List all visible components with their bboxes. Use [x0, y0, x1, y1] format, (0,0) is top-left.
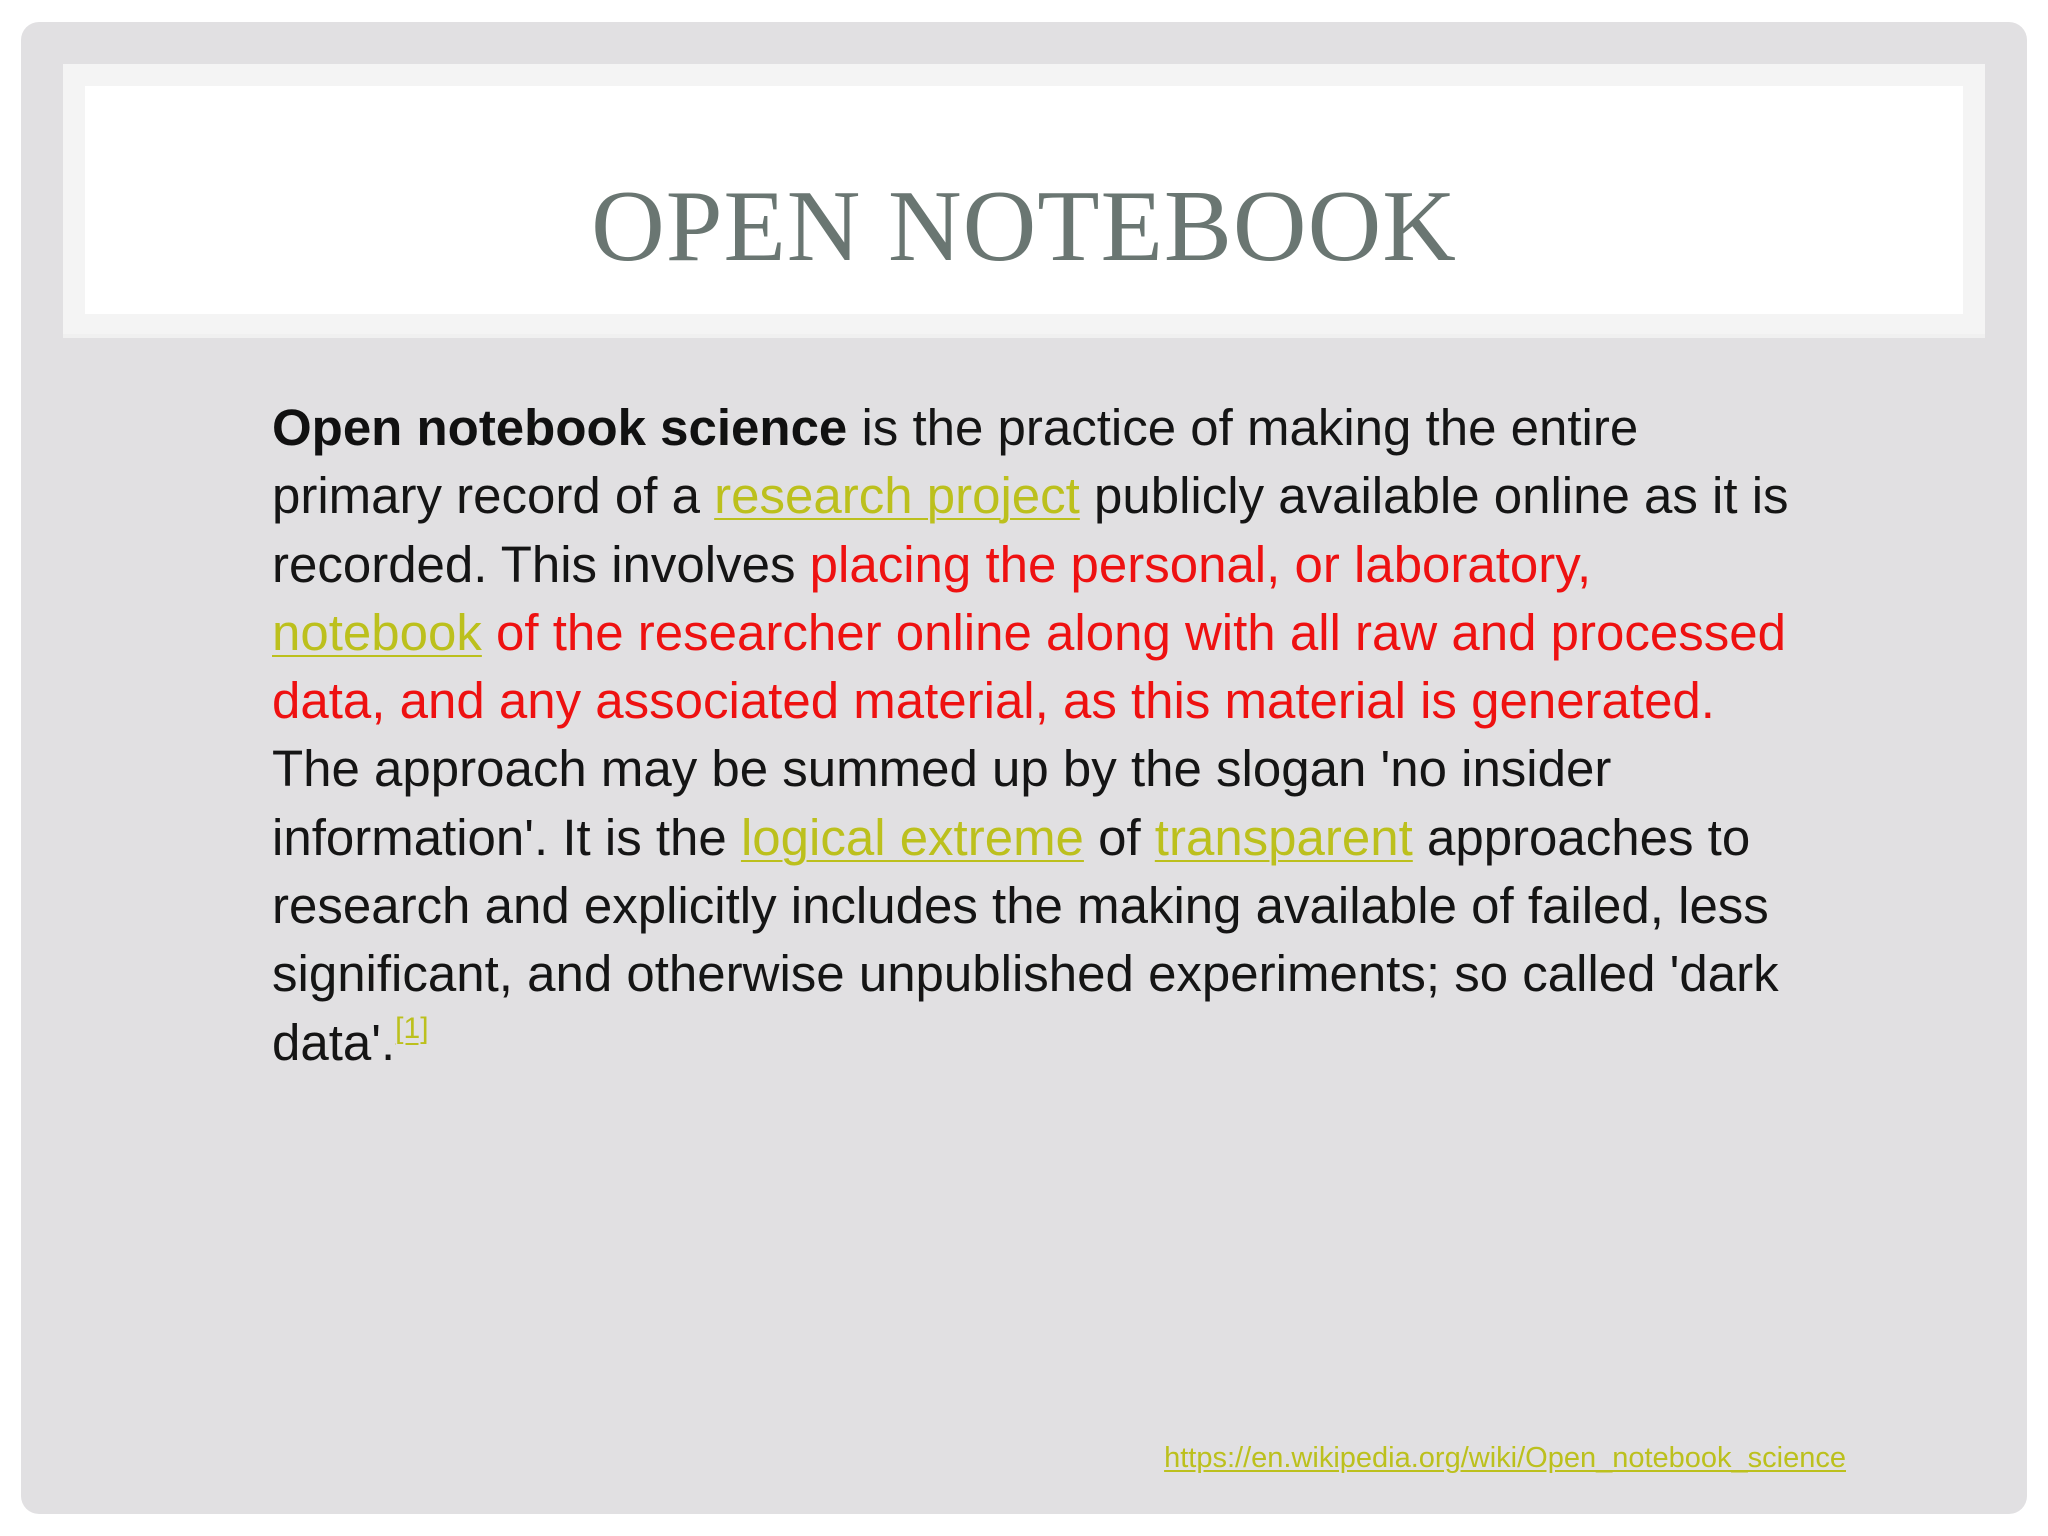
body-text-1: is the practice of making the entire primary record of a	[272, 399, 1639, 525]
source-link[interactable]: https://en.wikipedia.org/wiki/Open_notebook_science	[1164, 1442, 1846, 1474]
citation-link[interactable]: [1]	[395, 1011, 429, 1045]
body-text-5: approaches to research and explicitly includes the making available of failed, less significant, and otherwise unpublished experiments; so called 'dark data'.	[272, 808, 1779, 1071]
lead-term: Open notebook science	[272, 399, 848, 456]
body-paragraph	[272, 394, 1792, 1077]
slide	[21, 22, 2027, 1514]
highlight-text-1: placing the personal, or laboratory,	[809, 535, 1592, 593]
link-logical-extreme[interactable]: logical extreme	[740, 808, 1084, 866]
body-text-2: publicly available online as it is recorded. This involves	[272, 467, 1789, 593]
link-notebook[interactable]: notebook	[272, 603, 482, 661]
highlight-text-2: of the researcher online along with all raw and processed data, and any associated material, as this material is generated.	[272, 603, 1786, 730]
body-text-4: of	[1083, 808, 1155, 866]
title-box	[63, 64, 1985, 336]
link-research-project[interactable]: research project	[714, 467, 1080, 525]
slide-title: OPEN NOTEBOOK	[591, 170, 1457, 283]
body-text-3: The approach may be summed up by the slogan 'no insider information'. It is the	[272, 740, 1612, 866]
link-transparent[interactable]: transparent	[1154, 808, 1413, 866]
